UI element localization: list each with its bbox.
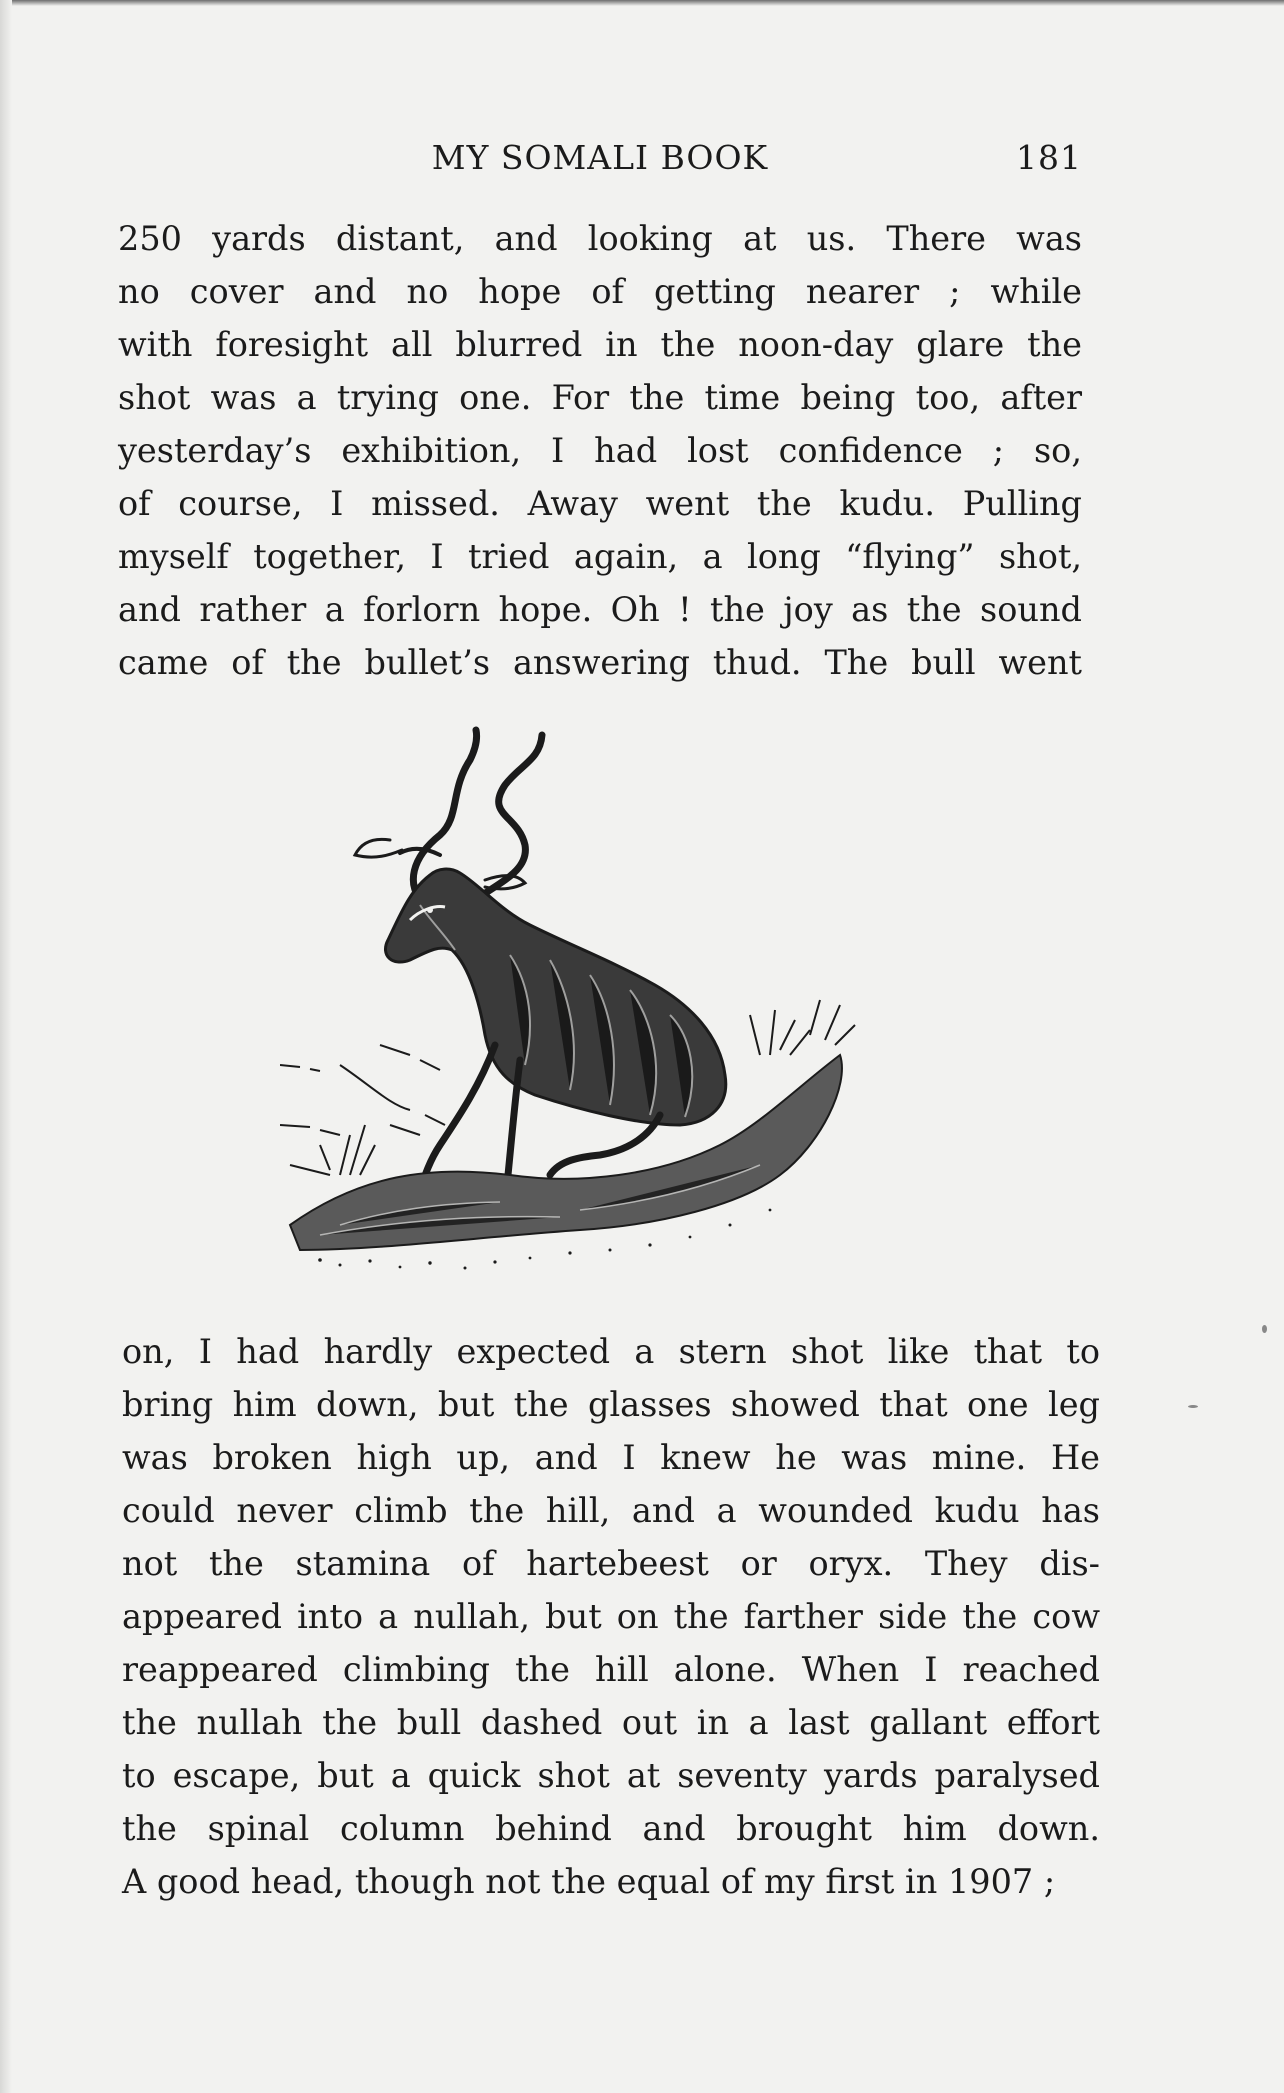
text-line: A good head, though not the equal of my first in 1907 ; (122, 1862, 1056, 1901)
running-head (118, 138, 1082, 188)
text-line: and rather a forlorn hope. Oh ! the joy as the sound (118, 590, 1082, 629)
text-line: no cover and no hope of getting nearer ; while (118, 272, 1082, 311)
page-top-edge (0, 0, 1284, 6)
paragraph-top (118, 212, 1082, 689)
text-line: came of the bullet’s answering thud. The bull went (118, 643, 1082, 682)
text-line: 250 yards distant, and looking at us. There was (118, 219, 1082, 258)
text-line: on, I had hardly expected a stern shot like that to (122, 1332, 1100, 1371)
text-line: appeared into a nullah, but on the farther side the cow (122, 1597, 1100, 1636)
text-line: of course, I missed. Away went the kudu. Pulling (118, 484, 1082, 523)
text-line: was broken high up, and I knew he was mine. He (122, 1438, 1100, 1477)
text-line: the spinal column behind and brought him down. (122, 1809, 1100, 1848)
page-number: 181 (1016, 138, 1082, 177)
text-line: to escape, but a quick shot at seventy yards paralysed (122, 1756, 1100, 1795)
text-line: shot was a trying one. For the time being too, after (118, 378, 1082, 417)
kudu-illustration (280, 705, 940, 1305)
text-line: bring him down, but the glasses showed that one leg (122, 1385, 1100, 1424)
text-line: the nullah the bull dashed out in a last gallant effort (122, 1703, 1100, 1742)
running-title: MY SOMALI BOOK (431, 138, 769, 177)
text-line: could never climb the hill, and a wounded kudu has (122, 1491, 1100, 1530)
text-line: with foresight all blurred in the noon-day glare the (118, 325, 1082, 364)
text-line: myself together, I tried again, a long “flying” shot, (118, 537, 1082, 576)
page-gutter-edge (0, 0, 12, 2093)
text-line: reappeared climbing the hill alone. When I reached (122, 1650, 1100, 1689)
paragraph-bottom (122, 1325, 1100, 1908)
text-line: not the stamina of hartebeest or oryx. They dis- (122, 1544, 1100, 1583)
hind-leg (550, 1115, 660, 1175)
text-line: yesterday’s exhibition, I had lost confidence ; so, (118, 431, 1082, 470)
paper-speck (1188, 1405, 1198, 1408)
paper-speck (1262, 1325, 1267, 1333)
